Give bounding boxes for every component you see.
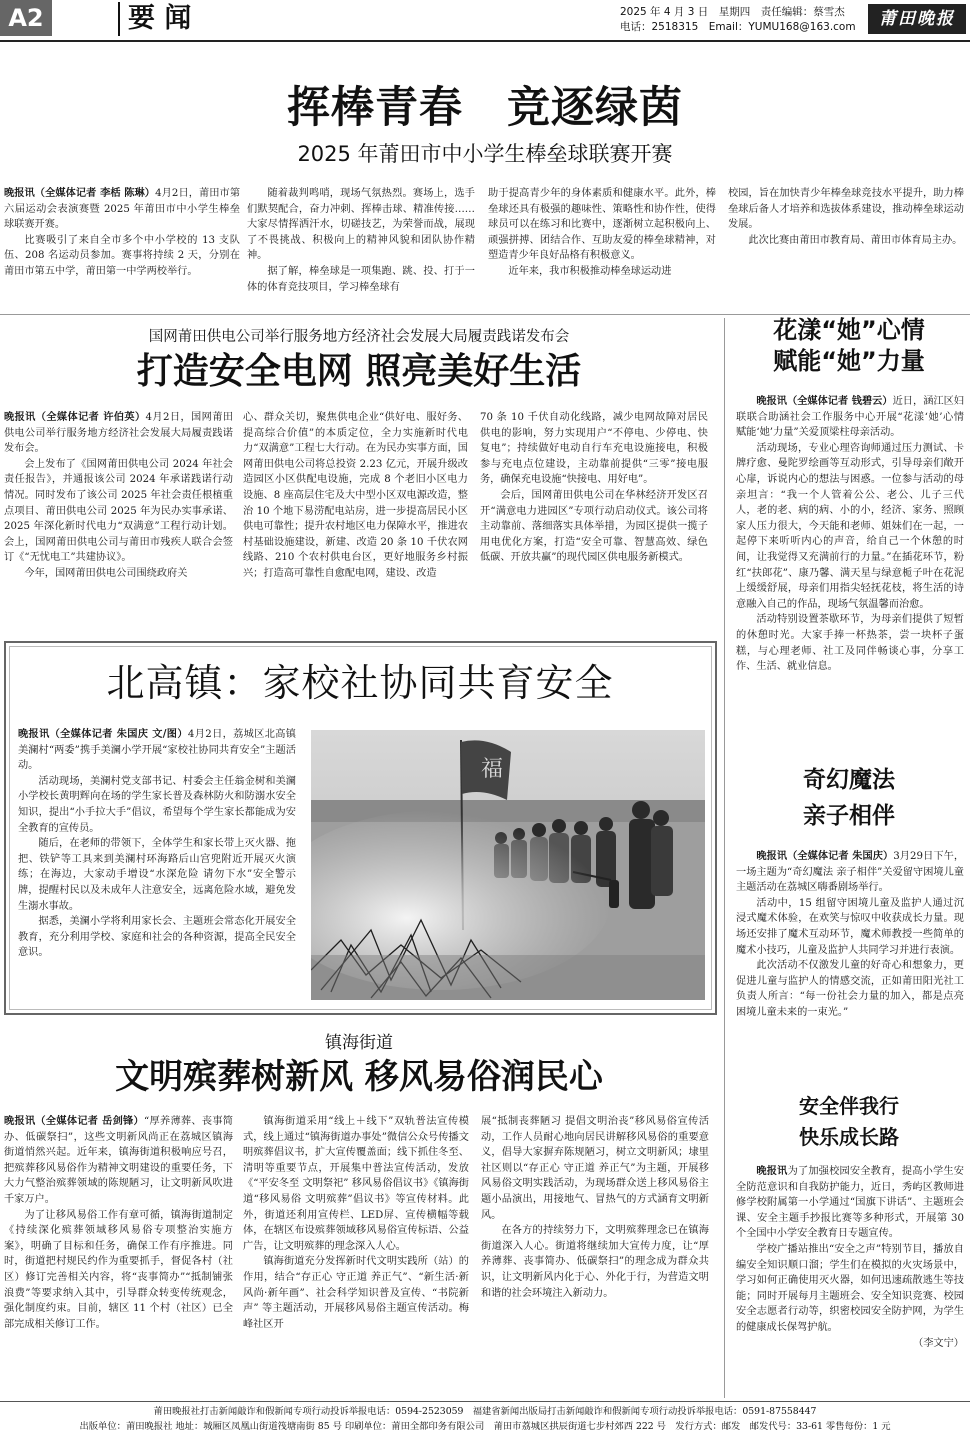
- article4-text: 镇海街道充分发挥新时代文明实践所（站）的作用，结合“存正心 守正道 养正气”、“新生活·新风尚·新年画”、社会科学知识普及宣传、“书院新声” 等主题活动，开展移风易俗主题宣传活动。梅峰社区开: [243, 1256, 469, 1330]
- article1-headline: 挥棒青春 竞逐绿茵: [287, 83, 683, 133]
- article2-kicker: 国网莆田供电公司举行服务地方经济社会发展大局履责践诺发布会: [148, 329, 570, 345]
- side3-signoff: （李文宁）: [913, 1337, 964, 1349]
- article1-text: 4月2日，莆田市第六届运动会表演赛暨 2025 年莆田市中小学生棒垒球联赛开赛。: [4, 188, 240, 231]
- side2-text: 3月29日下午，一场主题为“奇幻魔法 亲子相伴”关爱留守困境儿童主题活动在荔城区嗨番剧场举行。: [736, 851, 964, 894]
- article4-kicker: 镇海街道: [325, 1033, 393, 1053]
- article1-subhead: 2025 年莆田市中小学生棒垒球联赛开赛: [297, 142, 673, 166]
- side2-headline-line2: 亲子相伴: [803, 803, 895, 829]
- article3-headline: 北高镇：家校社协同共育安全: [106, 661, 614, 705]
- article1-text: 近年来，我市积极推动棒垒球运动进: [508, 265, 672, 277]
- article3-text: 据悉，美澜小学将利用家长会、主题班会常态化开展安全教育，充分利用学校、家庭和社会的各种资源，提高全民安全意识。: [18, 916, 296, 959]
- flag-emblem: 福: [481, 757, 504, 782]
- article1-text: 此次比赛由莆田市教育局、莆田市体育局主办。: [748, 234, 963, 246]
- side2-text: 此次活动不仅激发儿童的好奇心和想象力，更促进儿童与监护人的情感交流，正如莆田阳光社工负责人所言：“每一份社会力量的加入，都是点亮困境儿童未来的一束光。”: [736, 960, 964, 1018]
- article4-col2: [243, 1114, 469, 1398]
- side1-headline-line1: 花漾“她”心情: [773, 316, 925, 344]
- side1-text: 活动特别设置茶歇环节，为母亲们提供了短暂的休憩时光。大家手捧一杯热茶，尝一块杯子蛋糕，与心理老师、社工及同伴畅谈心事，分享工作、生活、就业信息。: [736, 614, 964, 673]
- article4-headline: 文明殡葬树新风 移风易俗润民心: [115, 1057, 603, 1097]
- side1-byline: 晚报讯（全媒体记者 钱碧云）: [756, 396, 893, 407]
- article3-text-col: [18, 727, 296, 1003]
- side2-headline-line1: 奇幻魔法: [803, 767, 895, 793]
- side3-headline-line1: 安全伴我行: [799, 1094, 899, 1118]
- article2-text: 心、群众关切，聚焦供电企业“供好电、服好务、提高综合价值”的本质定位，全力实施新时代电力“双满意”工程七大行动。在为民办实事方面，国网莆田供电公司将总投资 2.23 亿元，开展升级改造园区小区供配电设施，完成 8 个老旧小区电力设施、8 座高层住宅及大中型小区双电源改造，整治 10 个地下易涝配电站房，进一步提高居民小区供电可靠性；提升农村地区电力保障水平，推进农村基础设施建设，新建、改造 20 条 10 千伏农网线路、210 个农村供电台区，更好地服务乡村振兴；打造高可靠性自愈配电网，建设、改造: [243, 412, 468, 579]
- article2-text: 4月2日，国网莆田供电公司举行服务地方经济社会发展大局履责践诺发布会。: [4, 412, 233, 455]
- footer-complaint-line: 莆田晚报社打击新闻敲诈和假新闻专项行动投诉举报电话：0594-2523059 福建省新闻出版局打击新闻敲诈和假新闻专项行动投诉举报电话：0591-87558447: [153, 1406, 817, 1417]
- article3-text: 随后，在老师的带领下，全体学生和家长带上灭火器、拖把、铁铲等工具来到美澜村环海路后山宫兜附近开展灭火演练；在海边，大家动手增设“水深危险 请勿下水”安全警示牌，提醒村民以及未成年人注意安全，远离危险水域，避免发生溺水事故。: [18, 838, 296, 912]
- article3-text: 活动现场，美澜村党支部书记、村委会主任翁金树和美澜小学校长黄明辉向在场的学生家长普及森林防火和防溺水安全知识，提出“小手拉大手”倡议，希望每个学生家长都能成为安全教育的宣传员。: [18, 775, 296, 834]
- side2-byline: 晚报讯（全媒体记者 朱国庆）: [756, 851, 894, 862]
- article1-text: 助于提高青少年的身体素质和健康水平。此外，棒垒球还具有极强的趣味性、策略性和协作性，使得球员可以在练习和比赛中，逐渐树立起积极向上、顽强拼搏、团结合作、互助友爱的棒垒球精神，对塑造青少年良好品格有积极意义。: [488, 188, 716, 262]
- article4-col1: [4, 1114, 233, 1398]
- article1-text: 校园，旨在加快青少年棒垒球竞技水平提升，助力棒垒球后备人才培养和选拔体系建设，推动棒垒球运动发展。: [728, 188, 964, 231]
- fire-drill-photo: [311, 730, 705, 1000]
- article2-byline: 晚报讯（全媒体记者 许伯英）: [4, 412, 146, 423]
- masthead-date: 2025 年 4 月 3 日 星期四 责任编辑：蔡雪杰: [620, 6, 845, 18]
- article2-col1: [4, 410, 233, 632]
- side3-byline: 晚报讯: [756, 1166, 788, 1177]
- article1-col3: [488, 186, 716, 310]
- section-title: 要 闻: [128, 3, 192, 34]
- article1-byline: 晚报讯（全媒体记者 李栝 陈琳）: [4, 188, 156, 199]
- side3-headline-line2: 快乐成长路: [799, 1125, 899, 1149]
- article1-text: 据了解，棒垒球是一项集跑、跳、投、打于一体的体育竞技项目，学习棒垒球有: [247, 265, 475, 293]
- article2-text: 70 条 10 千伏自动化线路，减少电网故障对居民供电的影响，努力实现用户“不停电、少停电、快复电”；持续做好电动自行车充电设施接电，积极参与充电点位建设，主动靠前提供“三零”接电服务，确保充电设施“快接电、用好电”。: [480, 412, 708, 486]
- side2-text: 活动中，15 组留守困境儿童及监护人通过沉浸式魔术体验，在欢笑与惊叹中收获成长力量。现场还安排了魔术互动环节，魔术师教授一些简单的魔术小技巧，儿童及监护人共同学习并进行表演。: [736, 897, 964, 956]
- side1-headline-line2: 赋能“她”力量: [773, 347, 925, 375]
- article2-col3: [480, 410, 708, 632]
- article1-col1: [4, 186, 240, 310]
- side2-body: [736, 849, 964, 1089]
- article3-byline: 晚报讯（全媒体记者 朱国庆 文/图）: [18, 729, 188, 740]
- article4-text: 为了让移风易俗工作有章可循，镇海街道制定《持续深化殡葬领域移风易俗专项整治实施方案》，明确了目标和任务，确保工作有序推进。同时，街道把村规民约作为重要抓手，督促各村（社区）修订完善相关内容，将“丧事简办”“抵制铺张浪费”等要求纳入其中，引导群众转变传统观念，强化制度约束。目前，辖区 11 个村（社区）已全部完成相关修订工作。: [4, 1209, 233, 1330]
- side3-text: 为了加强校园安全教育，提高小学生安全防范意识和自我防护能力，近日，秀屿区教师进修学校附属第一小学通过“国旗下讲话”、主题班会课、安全主题手抄报比赛等多种形式，开展第 30 个全国中小学安全教育日专题宣传。: [736, 1166, 964, 1240]
- newspaper-logo: 莆田晚报: [868, 4, 966, 34]
- article1-text: 随着裁判鸣哨，现场气氛热烈。赛场上，选手们默契配合，奋力冲刺、挥棒击球、精准传接……大家尽情挥洒汗水，切磋技艺，为荣誉而战，展现了不畏挑战、积极向上的精神风貌和团队协作精神。: [247, 188, 475, 262]
- article1-text: 比赛吸引了来自全市多个中小学校的 13 支队伍、208 名运动员参加。赛事将持续 2 天，分别在莆田市第五中学，莆田第一中学两校举行。: [4, 234, 240, 277]
- side1-text: 近日，涵江区妇联联合助涵社会工作服务中心开展“花漾‘她’心情 赋能‘她’力量”关爱顶梁柱母亲活动。: [736, 396, 964, 439]
- side1-text: 活动现场，专业心理咨询师通过压力测试、卡牌疗愈、曼陀罗绘画等互动形式，引导母亲们敞开心扉，诉说内心的想法与困惑。一位参与活动的母亲坦言：“我一个人管着公公、老公、儿子三代人，老的老、病的病、小的小，经济、家务、照顾家人压力很大，今天能和老师、姐妹们在一起，一起停下来听听内心的声音，给自己一个休憩的时间，让我觉得又充满前行的力量。”在插花环节，粉红“扶郎花”、康乃馨、满天星与绿意栀子叶在花泥上缓缓舒展，母亲们用指尖轻抚花枝，将生活的诗意融入自己的作品，现场气氛温馨而治愈。: [736, 442, 964, 610]
- article4-text: “厚养薄葬、丧事简办、低碳祭扫”，这些文明新风尚正在荔城区镇海街道悄然兴起。近年来，镇海街道积极响应号召，把殡葬移风易俗作为精神文明建设的重要任务，下大力气整治殡葬领域的陈规陋习，让文明新风吹进千家万户。: [4, 1116, 233, 1205]
- page-number: A2: [0, 0, 52, 36]
- article2-headline: 打造安全电网 照亮美好生活: [136, 351, 582, 392]
- article4-text: 展“抵制丧葬陋习 提倡文明治丧”移风易俗宣传活动，工作人员耐心地向居民讲解移风易俗的重要意义，倡导大家摒弃陈规陋习，树立文明新风；埭里社区则以“存正心 守正道 养正气”为主题，开展移风易俗文明实践活动，为现场群众送上移风易俗主题小品演出，用接地气、冒热气的方式涵育文明新风。: [481, 1116, 709, 1221]
- side3-text: 学校广播站推出“安全之声”特别节目，播放自编安全知识顺口溜；学生们在模拟的火灾场景中，学习如何正确使用灭火器，如何迅速疏散逃生等技能；同时开展每月主题班会、安全知识竞赛、校园安全志愿者行动等，织密校园安全防护网，为学生的健康成长保驾护航。: [736, 1243, 964, 1333]
- article2-text: 会上发布了《国网莆田供电公司 2024 年社会责任报告》，并通报该公司 2024 年承诺践诺行动情况。同时发布了该公司 2025 年社会责任根植重点项目、莆田供电公司 2025 年为民办实事承诺、2025 年深化新时代电力“双满意”工程行动计划。会上，国网莆田供电公司与莆田市残疾人联合会签订《“无忧电工”共建协议》。: [4, 458, 233, 564]
- article2-text: 会后，国网莆田供电公司在华林经济开发区召开“满意电力进园区”专项行动启动仪式。该公司将主动靠前、落细落实具体举措，为园区提供一揽子用电优化方案，打造“安全可靠、智慧高效、绿色低碳、开放共赢”的现代园区供电服务新模式。: [480, 489, 708, 564]
- article4-byline: 晚报讯（全媒体记者 岳剑锋）: [4, 1116, 144, 1127]
- masthead-contact: 电话：2518315 Email：YUMU168@163.com: [620, 21, 856, 33]
- side1-body: [736, 394, 964, 752]
- side3-body: [736, 1164, 964, 1398]
- article2-text: 今年，国网莆田供电公司围绕政府关: [24, 567, 188, 579]
- footer-publisher-line: 出版单位：莆田晚报社 地址：城厢区凤凰山街道筏塘南街 85 号 印刷单位：莆田全都印务有限公司 莆田市荔城区拱辰街道七步村郊西 222 号 发行方式：邮发 邮发代号：33-61 零售每份：1 元: [79, 1421, 891, 1432]
- article2-col2: [243, 410, 468, 632]
- article4-text: 在各方的持续努力下，文明殡葬理念已在镇海街道深入人心。街道将继续加大宣传力度，让“厚养薄葬、丧事简办、低碳祭扫”的理念成为群众共识，让文明新风内化于心、外化于行，为营造文明和谐的社会环境注入新动力。: [481, 1225, 709, 1299]
- article4-text: 镇海街道采用“线上＋线下”双轨普法宣传模式，线上通过“镇海街道办事处”微信公众号传播文明殡葬倡议书，扩大宣传覆盖面；线下抓住冬至、清明等重要节点，开展集中普法宣传活动，发放《“平安冬至 文明祭祀” 移风易俗倡议书》《镇海街道“移风易俗 文明殡葬”倡议书》等宣传材料。此外，街道还利用宣传栏、LED屏、宣传横幅等载体，在辖区布设殡葬领域移风易俗宣传标语、公益广告，让文明殡葬的理念深入人心。: [243, 1116, 469, 1252]
- article1-col2: [247, 186, 475, 310]
- article4-col3: [481, 1114, 709, 1398]
- article3-text: 4月2日，荔城区北高镇美澜村“两委”携手美澜小学开展“家校社协同共育安全”主题活动。: [18, 729, 296, 772]
- article1-col4: [728, 186, 964, 310]
